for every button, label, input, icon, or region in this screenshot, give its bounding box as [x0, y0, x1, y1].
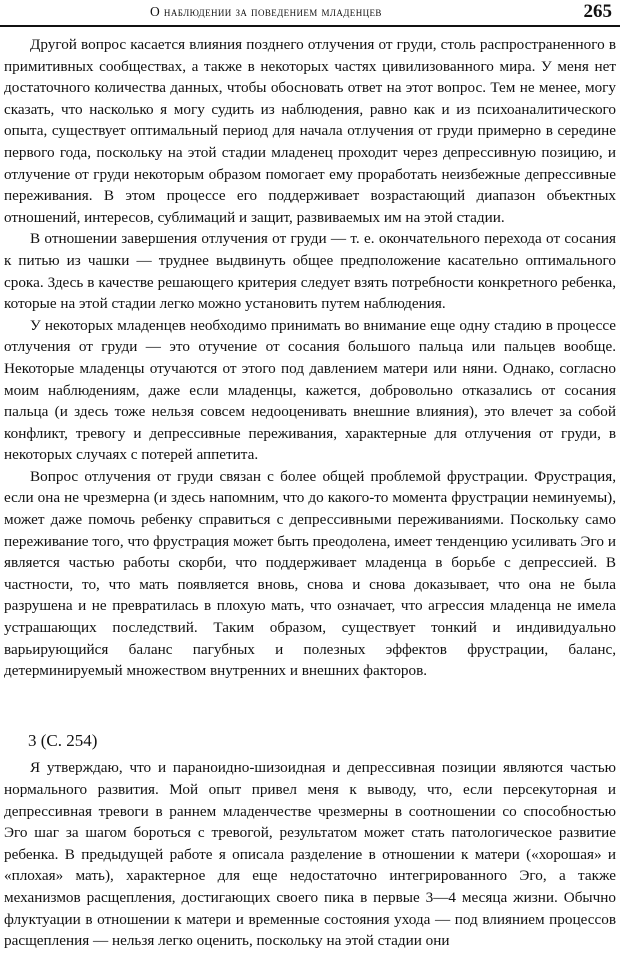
- header-rule: [0, 25, 620, 27]
- page-header: [0, 0, 620, 26]
- paragraph-1: Другой вопрос касается влияния позднего отлучения от груди, столь распространенного в примитивных сообществах, а также в некоторых частях цивилизованного мира. У меня нет достаточного количества данных, чтобы обосновать ответ на этот вопрос. Тем не менее, могу сказать, что насколько я могу судить из наблюдения, равно как и из психоаналитического опыта, существует оптимальный период для начала отлучения от груди примерно в середине первого года, поскольку на этой стадии младенец проходит через депрессивную позицию, и отлучение от груди некоторым образом помогает ему проработать неизбежные депрессивные переживания. В этом процессе его поддерживает возрастающий диапазон объектных отношений, интересов, сублимаций и защит, развиваемых им на этой стадии.: [4, 36, 616, 226]
- page-number: 265: [583, 1, 612, 22]
- note-title: 3 (С. 254): [28, 730, 98, 750]
- body-text: [4, 34, 616, 952]
- note-paragraph: Я утверждаю, что и параноидно-шизоидная и депрессивная позиции являются частью нормального развития. Мой опыт привел меня к выводу, что, если персекуторная и депрессивная тревоги в раннем младенчестве чрезмерны в соотношении со способностью Эго шаг за шагом бороться с тревогой, результатом может стать патологическое развитие ребенка. В предыдущей работе я описала разделение в отношении к матери («хорошая» и «плохая» мать), характерное для еще недостаточно интегрированного Эго, а также механизмов расщепления, достигающих своего пика в первые 3—4 месяца жизни. Обычно флуктуации в отношении к матери и временные состояния ухода — под влиянием процессов расщепления — нельзя легко оценить, поскольку на этой стадии они: [4, 759, 616, 950]
- paragraph-2: В отношении завершения отлучения от груди — т. е. окончательного перехода от сосания к питью из чашки — труднее выдвинуть общее предположение касательно оптимального срока. Здесь в качестве решающего критерия следует взять потребности конкретного ребенка, которые на этой стадии легко можно установить путем наблюдения.: [4, 230, 616, 313]
- running-title: О наблюдении за поведением младенцев: [150, 4, 382, 19]
- paragraph-4: Вопрос отлучения от груди связан с более общей проблемой фрустрации. Фрустрация, если она не чрезмерна (и здесь напомним, что до какого-то момента фрустрации неминуемы), может даже помочь ребенку справиться с депрессивными переживаниями. Поскольку само переживание того, что фрустрация может быть преодолена, имеет тенденцию усиливать Эго и является частью работы скорби, что поддерживает младенца в борьбе с депрессией. В частности, то, что мать появляется вновь, снова и снова доказывает, что она не была разрушена и не превратилась в плохую мать, что означает, что агрессия младенца не имела устрашающих последствий. Таким образом, существует тонкий и индивидуально варьирующийся баланс пагубных и полезных эффектов фрустрации, баланс, детерминируемый множеством внутренних и внешних факторов.: [4, 467, 616, 680]
- paragraph-3: У некоторых младенцев необходимо принимать во внимание еще одну стадию в процессе отлучения от груди — это отучение от сосания большого пальца или пальцев вообще. Некоторые младенцы отучаются от этого под давлением матери или няни. Однако, согласно моим наблюдениям, даже если младенцы, кажется, добровольно отказались от сосания пальца (и здесь тоже нельзя совсем недооценивать внешние влияния), это влечет за собой конфликт, тревогу и депрессивные переживания, характерные для отлучения от груди, в некоторых случаях с потерей аппетита.: [4, 316, 616, 464]
